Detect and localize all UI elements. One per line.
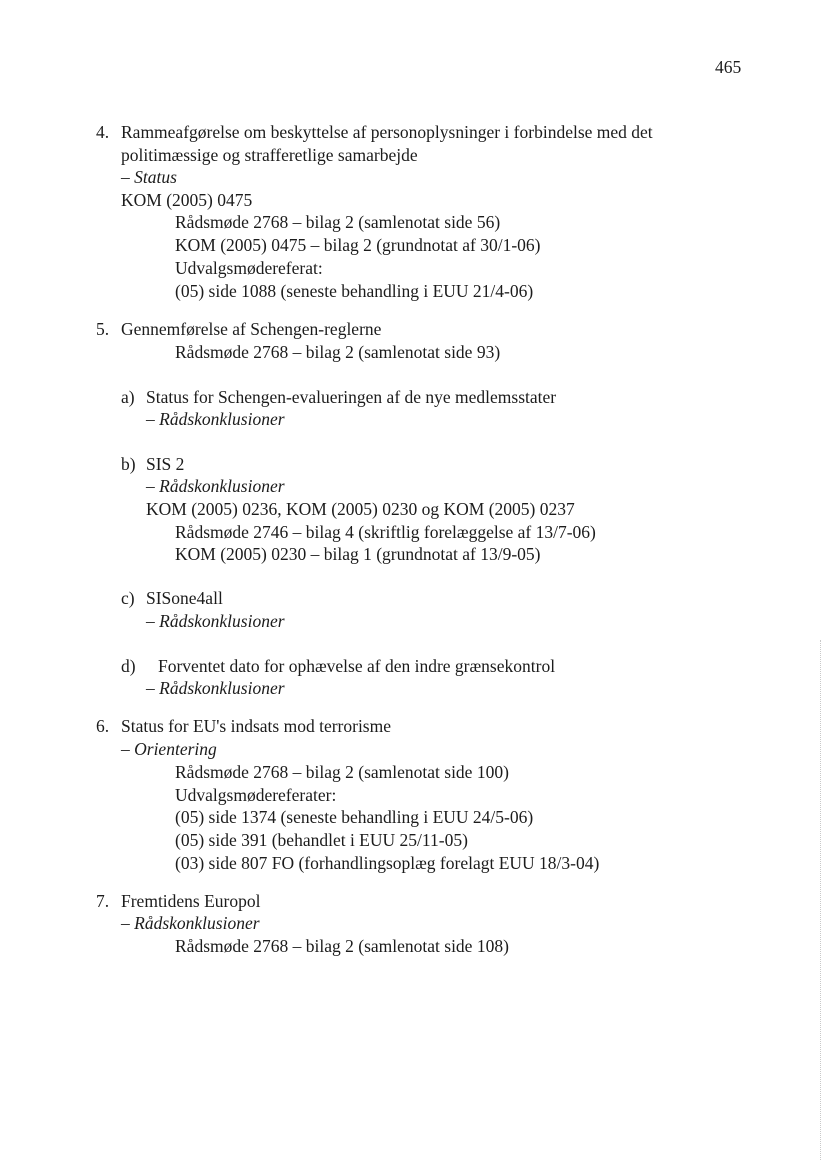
subitem-c-title: SISone4all xyxy=(146,588,223,608)
item-4-title-line-1: Rammeafgørelse om beskyttelse af personoplysninger i forbindelse med det xyxy=(121,122,653,142)
item-5-title: Gennemførelse af Schengen-reglerne xyxy=(121,319,382,339)
item-6-detail: Udvalgsmødereferater: xyxy=(175,785,337,805)
page-number: 465 xyxy=(715,57,742,77)
item-4-status: – Status xyxy=(121,167,177,187)
subitem-a-status: – Rådskonklusioner xyxy=(146,409,285,429)
item-4-number: 4. xyxy=(96,122,110,142)
item-5-number: 5. xyxy=(96,319,110,339)
subitem-d-letter: d) xyxy=(121,656,136,676)
subitem-b-status: – Rådskonklusioner xyxy=(146,476,285,496)
subitem-b-detail: KOM (2005) 0230 – bilag 1 (grundnotat af 13/9-05) xyxy=(175,544,541,564)
item-6-status: – Orientering xyxy=(121,739,217,759)
item-6-detail: Rådsmøde 2768 – bilag 2 (samlenotat side 100) xyxy=(175,762,509,782)
item-7-status: – Rådskonklusioner xyxy=(121,913,260,933)
item-6-detail: (05) side 391 (behandlet i EUU 25/11-05) xyxy=(175,830,468,850)
subitem-d-title: Forventet dato for ophævelse af den indre grænsekontrol xyxy=(158,656,556,676)
scan-edge-divider xyxy=(818,640,821,1160)
item-6-title: Status for EU's indsats mod terrorisme xyxy=(121,716,391,736)
item-7-title: Fremtidens Europol xyxy=(121,891,261,911)
subitem-c-letter: c) xyxy=(121,588,135,608)
item-6-number: 6. xyxy=(96,716,110,736)
subitem-a-letter: a) xyxy=(121,387,135,407)
item-4-reference: KOM (2005) 0475 xyxy=(121,190,253,210)
subitem-a-title: Status for Schengen-evalueringen af de nye medlemsstater xyxy=(146,387,557,407)
subitem-c-status: – Rådskonklusioner xyxy=(146,611,285,631)
subitem-b-title: SIS 2 xyxy=(146,454,185,474)
item-6-detail: (03) side 807 FO (forhandlingsoplæg forelagt EUU 18/3-04) xyxy=(175,853,600,873)
item-5-detail: Rådsmøde 2768 – bilag 2 (samlenotat side 93) xyxy=(175,342,501,362)
item-6-detail: (05) side 1374 (seneste behandling i EUU 24/5-06) xyxy=(175,807,534,827)
item-4-title-line-2: politimæssige og strafferetlige samarbejde xyxy=(121,145,418,165)
item-4-detail: Rådsmøde 2768 – bilag 2 (samlenotat side 56) xyxy=(175,212,501,232)
item-4-detail: (05) side 1088 (seneste behandling i EUU 21/4-06) xyxy=(175,281,534,301)
subitem-d-status: – Rådskonklusioner xyxy=(146,678,285,698)
item-7-number: 7. xyxy=(96,891,110,911)
item-4-detail: Udvalgsmødereferat: xyxy=(175,258,323,278)
subitem-b-letter: b) xyxy=(121,454,136,474)
item-4-detail: KOM (2005) 0475 – bilag 2 (grundnotat af 30/1-06) xyxy=(175,235,541,255)
item-7-detail: Rådsmøde 2768 – bilag 2 (samlenotat side 108) xyxy=(175,936,509,956)
subitem-b-reference: KOM (2005) 0236, KOM (2005) 0230 og KOM (2005) 0237 xyxy=(146,499,575,519)
subitem-b-detail: Rådsmøde 2746 – bilag 4 (skriftlig forelæggelse af 13/7-06) xyxy=(175,522,596,542)
